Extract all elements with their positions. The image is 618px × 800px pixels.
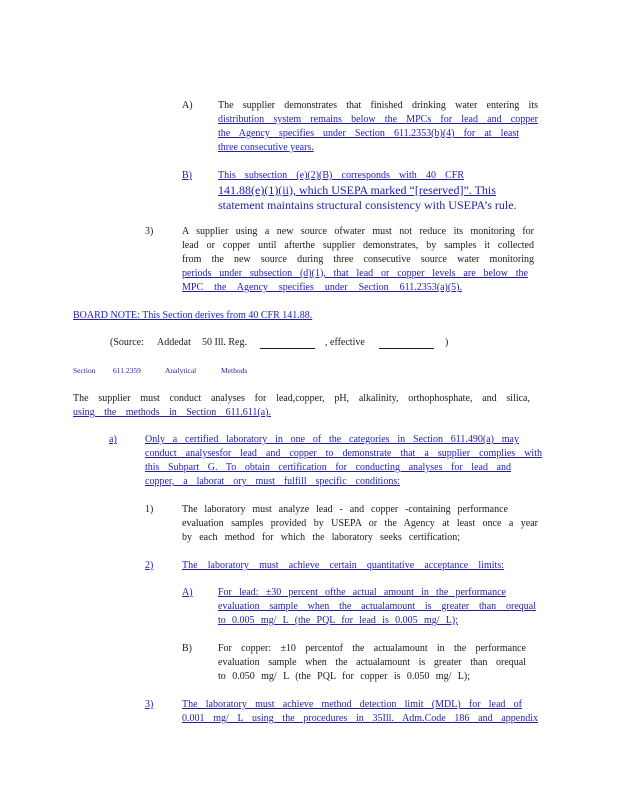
intro-line: using the methods in Section 611.611(a). — [73, 407, 271, 418]
intro-line: The supplier must conduct analyses for lead,copper, pH, alkalinity, orthophosphate, and silica, — [73, 393, 530, 404]
sub-3-line: The laboratory must achieve method detection limit (MDL) for lead of — [182, 699, 522, 710]
source-prefix: (Source: — [110, 337, 144, 348]
section-word: Section — [73, 366, 96, 375]
item-a-line: The supplier demonstrates that finished drinking water entering its — [218, 100, 538, 111]
lead-limit-line: For lead: ±30 percent ofthe actual amount in the performance — [218, 587, 506, 598]
sub-3-text — [182, 698, 538, 726]
copper-limit-line: evaluation sample when the actualamount is greater than orequal — [218, 657, 526, 668]
lead-limit-line: to 0.005 mg/ L (the PQL for lead is 0.005 mg/ L); — [218, 615, 458, 626]
item-a2-line: this Subpart G. To obtain certification for conducting analyses for lead and — [145, 462, 511, 473]
item-b-label: B) — [182, 170, 192, 181]
item-a2-line: copper, a laborat ory must fulfill specific conditions: — [145, 476, 400, 487]
item-a2-label: a) — [109, 434, 117, 445]
board-note: BOARD NOTE: This Section derives from 40 CFR 141.88. — [73, 310, 313, 321]
section-number: 611.2359 — [113, 366, 141, 375]
source-register: 50 Ill. Reg. — [202, 337, 247, 348]
lead-limit-text — [218, 586, 538, 628]
sub-2-text — [182, 559, 504, 573]
effective-blank — [379, 348, 434, 349]
item-b-line: statement maintains structural consistency with USEPA’s rule. — [218, 198, 517, 212]
sub-1-line: evaluation samples provided by USEPA or the Agency at least once a year — [182, 518, 538, 529]
copper-limit-line: For copper: ±10 percentof the actualamount in the performance — [218, 643, 526, 654]
source-added: Addedat — [157, 337, 191, 348]
item-3-line: from the new source during three consecutive source water monitoring — [182, 254, 534, 265]
register-blank — [260, 348, 315, 349]
item-a-line: three consecutive years. — [218, 142, 314, 153]
source-close: ) — [445, 337, 449, 348]
item-b-line: This subsection (e)(2)(B) corresponds with 40 CFR — [218, 170, 464, 181]
copper-limit-text — [218, 642, 526, 684]
sub-3-label: 3) — [145, 699, 154, 710]
section-title: Analytical — [165, 366, 197, 375]
item-a-line: the Agency specifies under Section 611.2353(b)(4) for at least — [218, 128, 519, 139]
item-3-line: lead or copper until afterthe supplier demonstrates, by samples it collected — [182, 240, 534, 251]
sub-3-line: 0.001 mg/ L using the procedures in 35Ill. Adm.Code 186 and appendix — [182, 713, 538, 724]
item-3-line: periods under subsection (d)(1), that lead or copper levels are below the — [182, 268, 528, 279]
section-title: Methods — [221, 366, 248, 375]
item-a-label: A) — [182, 100, 193, 111]
item-3-label: 3) — [145, 226, 154, 237]
item-a-text — [218, 99, 538, 155]
lead-limit-label: A) — [182, 587, 193, 598]
item-a2-text — [145, 433, 542, 489]
sub-2-label: 2) — [145, 560, 154, 571]
copper-limit-line: to 0.050 mg/ L (the PQL for copper is 0.050 mg/ L); — [218, 671, 470, 682]
sub-1-line: by each method for which the laboratory seeks certification; — [182, 532, 460, 543]
item-b-line: 141.88(e)(1)(ii), which USEPA marked “[reserved]”. This — [218, 183, 496, 197]
sub-2-line: The laboratory must achieve certain quantitative acceptance limits: — [182, 560, 504, 571]
sub-1-label: 1) — [145, 504, 154, 515]
item-a-line: distribution system remains below the MPCs for lead and copper — [218, 114, 538, 125]
section-heading — [73, 364, 273, 378]
intro-paragraph — [73, 392, 530, 420]
item-a2-line: Only a certified laboratory in one of the categories in Section 611.490(a) may — [145, 434, 519, 445]
item-3-text — [182, 225, 534, 295]
item-b-text — [218, 169, 523, 213]
lead-limit-line: evaluation sample when the actualamount is greater than orequal — [218, 601, 536, 612]
sub-1-line: The laboratory must analyze lead - and copper -containing performance — [182, 504, 508, 515]
item-a2-line: conduct analysesfor lead and copper to demonstrate that a supplier complies with — [145, 448, 542, 459]
source-line — [110, 336, 470, 350]
source-effective: , effective — [325, 337, 365, 348]
item-3-line: MPC the Agency specifies under Section 611.2353(a)(5). — [182, 282, 462, 293]
item-3-line: A supplier using a new source ofwater must not reduce its monitoring for — [182, 226, 534, 237]
copper-limit-label: B) — [182, 643, 192, 654]
sub-1-text — [182, 503, 538, 545]
